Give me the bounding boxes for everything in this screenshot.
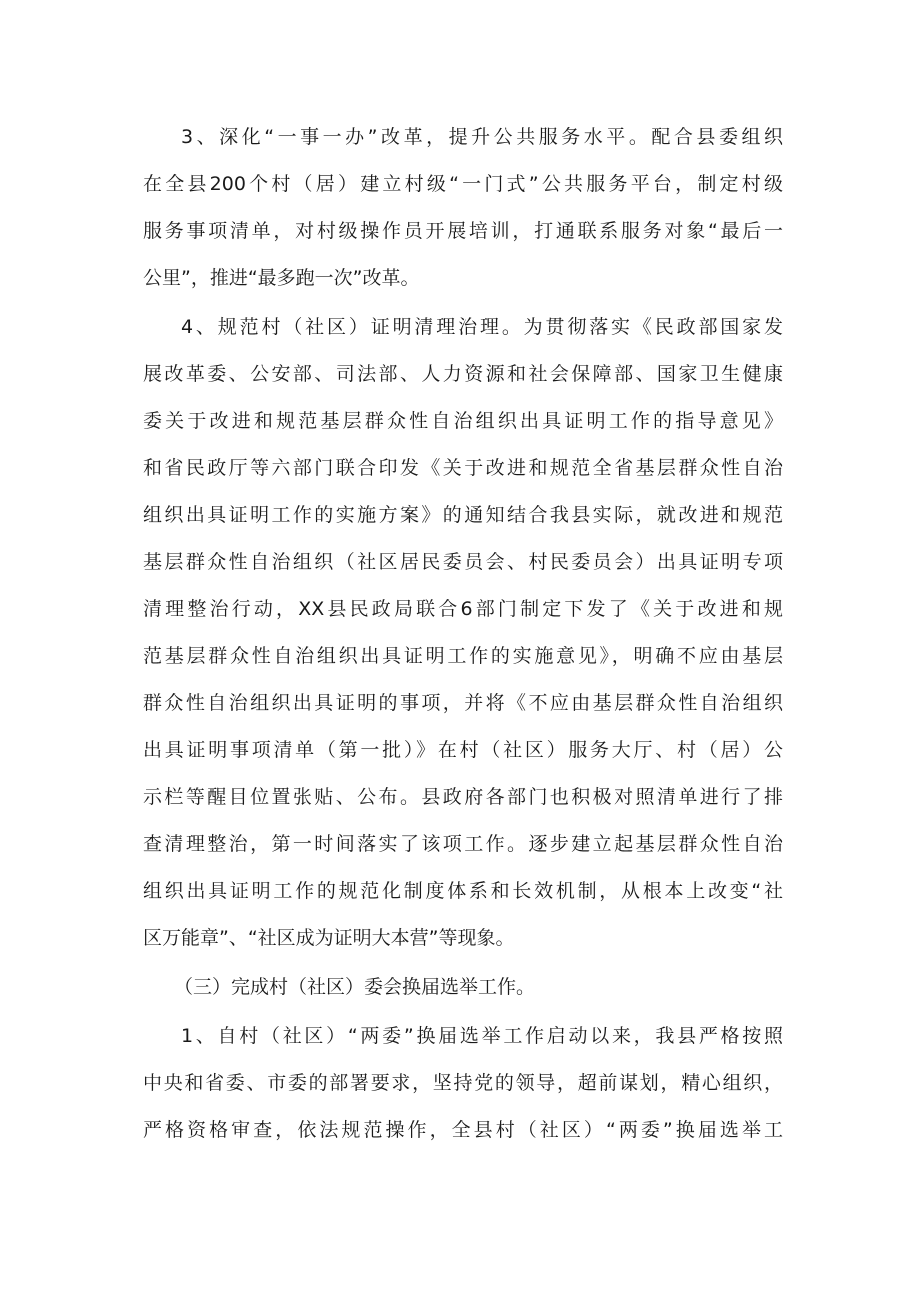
paragraph-4-line-13: 组织出具证明工作的规范化制度体系和长效机制，从根本上改变“社 (143, 880, 783, 902)
paragraph-4-line-10: 出具证明事项清单（第一批）》在村（社区）服务大厅、村（居）公 (143, 739, 783, 761)
paragraph-3-line-3: 服务事项清单，对村级操作员开展培训，打通联系服务对象“最后一 (143, 220, 783, 242)
paragraph-4-line-7: 清理整治行动，XX县民政局联合6部门制定下发了《关于改进和规 (143, 598, 783, 620)
paragraph-4-line-6: 基层群众性自治组织（社区居民委员会、村民委员会）出具证明专项 (143, 551, 783, 573)
paragraph-3-line-1: 3、深化“一事一办”改革，提升公共服务水平。配合县委组织 (181, 126, 783, 148)
paragraph-4-line-2: 展改革委、公安部、司法部、人力资源和社会保障部、国家卫生健康 (143, 363, 783, 385)
paragraph-4-line-8: 范基层群众性自治组织出具证明工作的实施意见》，明确不应由基层 (143, 645, 783, 667)
paragraph-3-line-4: 公里”，推进“最多跑一次”改革。 (143, 267, 420, 289)
paragraph-5-line-2: 中央和省委、市委的部署要求，坚持党的领导，超前谋划，精心组织， (143, 1072, 783, 1094)
paragraph-4-line-14: 区万能章”、“社区成为证明大本营”等现象。 (143, 927, 515, 949)
paragraph-4-line-1: 4、规范村（社区）证明清理治理。为贯彻落实《民政部国家发 (181, 316, 783, 338)
paragraph-4-line-4: 和省民政厅等六部门联合印发《关于改进和规范全省基层群众性自治 (143, 457, 783, 479)
paragraph-5-line-3: 严格资格审查，依法规范操作，全县村（社区）“两委”换届选举工 (143, 1119, 783, 1141)
paragraph-4-line-3: 委关于改进和规范基层群众性自治组织出具证明工作的指导意见》 (143, 410, 783, 432)
section-heading-3: （三）完成村（社区）委会换届选举工作。 (174, 976, 536, 998)
paragraph-4-line-9: 群众性自治组织出具证明的事项，并将《不应由基层群众性自治组织 (143, 692, 783, 714)
paragraph-3-line-2: 在全县200个村（居）建立村级“一门式”公共服务平台，制定村级 (143, 173, 783, 195)
paragraph-4-line-12: 查清理整治，第一时间落实了该项工作。逐步建立起基层群众性自治 (143, 833, 783, 855)
paragraph-5-line-1: 1、自村（社区）“两委”换届选举工作启动以来，我县严格按照 (181, 1025, 783, 1047)
paragraph-4-line-11: 示栏等醒目位置张贴、公布。县政府各部门也积极对照清单进行了排 (143, 786, 783, 808)
paragraph-4-line-5: 组织出具证明工作的实施方案》的通知结合我县实际，就改进和规范 (143, 504, 783, 526)
